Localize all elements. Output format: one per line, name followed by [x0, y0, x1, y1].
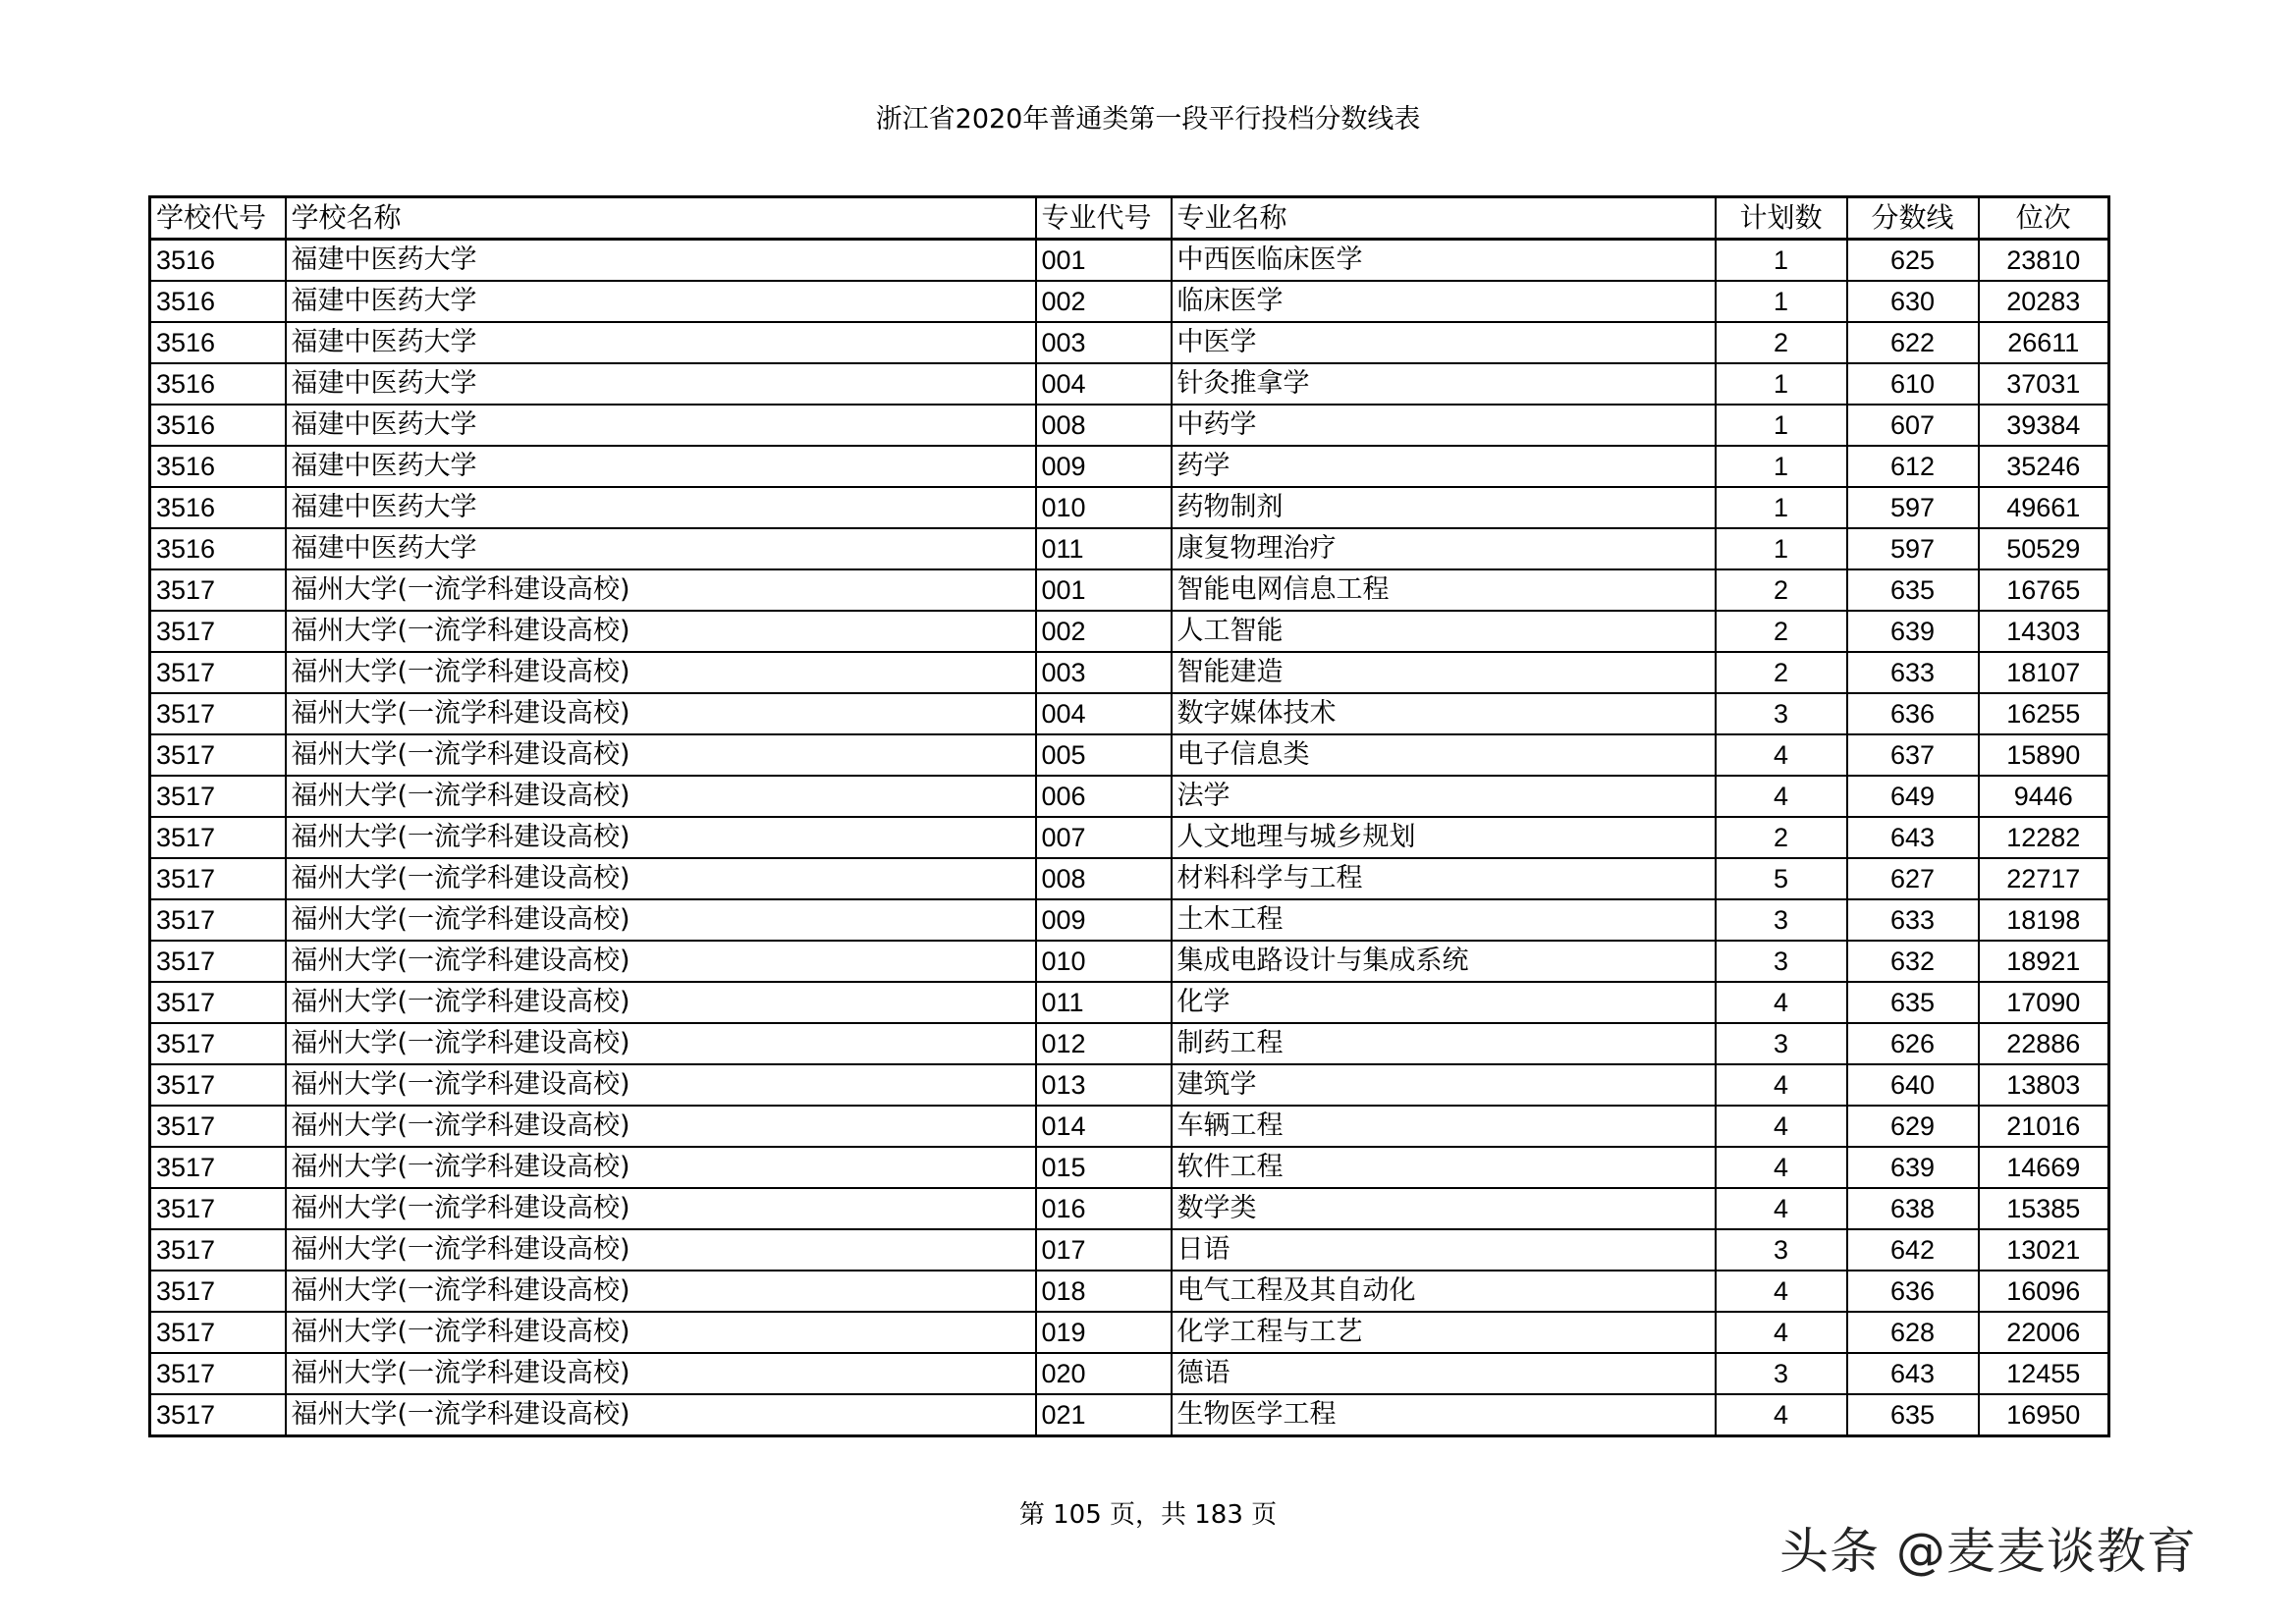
- cell-school-code: 3516: [150, 405, 286, 446]
- cell-school-name: 福州大学(一流学科建设高校): [286, 1188, 1036, 1229]
- cell-school-name: 福州大学(一流学科建设高校): [286, 1064, 1036, 1106]
- table-row: [150, 611, 2109, 652]
- cell-major-code: 013: [1036, 1064, 1172, 1106]
- table-header-row: [150, 197, 2109, 240]
- cell-school-name: 福州大学(一流学科建设高校): [286, 569, 1036, 611]
- cell-rank: 14669: [1979, 1147, 2109, 1188]
- cell-major-code: 002: [1036, 611, 1172, 652]
- cell-rank: 20283: [1979, 281, 2109, 322]
- cell-score: 642: [1847, 1229, 1979, 1271]
- cell-major-name: 中西医临床医学: [1172, 240, 1716, 282]
- cell-school-name: 福州大学(一流学科建设高校): [286, 858, 1036, 899]
- cell-score: 633: [1847, 652, 1979, 693]
- cell-rank: 22717: [1979, 858, 2109, 899]
- header-rank: 位次: [1979, 197, 2109, 240]
- page-title: 浙江省2020年普通类第一段平行投档分数线表: [875, 104, 1421, 135]
- cell-school-code: 3517: [150, 611, 286, 652]
- cell-school-code: 3517: [150, 693, 286, 734]
- table-row: [150, 1188, 2109, 1229]
- cell-major-name: 化学: [1172, 982, 1716, 1023]
- cell-major-code: 011: [1036, 528, 1172, 569]
- cell-rank: 23810: [1979, 240, 2109, 282]
- header-school-code: 学校代号: [150, 197, 286, 240]
- cell-rank: 17090: [1979, 982, 2109, 1023]
- cell-score: 635: [1847, 569, 1979, 611]
- cell-plan: 1: [1716, 446, 1847, 487]
- cell-major-code: 010: [1036, 487, 1172, 528]
- cell-major-code: 002: [1036, 281, 1172, 322]
- cell-school-name: 福建中医药大学: [286, 363, 1036, 405]
- cell-plan: 1: [1716, 528, 1847, 569]
- cell-rank: 18198: [1979, 899, 2109, 941]
- cell-plan: 2: [1716, 611, 1847, 652]
- cell-major-name: 日语: [1172, 1229, 1716, 1271]
- cell-major-code: 019: [1036, 1312, 1172, 1353]
- cell-major-code: 016: [1036, 1188, 1172, 1229]
- cell-school-name: 福州大学(一流学科建设高校): [286, 1271, 1036, 1312]
- cell-school-name: 福建中医药大学: [286, 240, 1036, 282]
- cell-major-name: 药学: [1172, 446, 1716, 487]
- cell-rank: 16950: [1979, 1394, 2109, 1436]
- cell-school-name: 福州大学(一流学科建设高校): [286, 734, 1036, 776]
- cell-school-name: 福州大学(一流学科建设高校): [286, 693, 1036, 734]
- cell-school-code: 3517: [150, 1188, 286, 1229]
- cell-score: 625: [1847, 240, 1979, 282]
- cell-school-name: 福州大学(一流学科建设高校): [286, 1353, 1036, 1394]
- cell-score: 622: [1847, 322, 1979, 363]
- cell-rank: 21016: [1979, 1106, 2109, 1147]
- cell-school-code: 3517: [150, 1106, 286, 1147]
- cell-major-code: 001: [1036, 240, 1172, 282]
- cell-rank: 13021: [1979, 1229, 2109, 1271]
- cell-rank: 9446: [1979, 776, 2109, 817]
- cell-plan: 2: [1716, 569, 1847, 611]
- cell-school-name: 福州大学(一流学科建设高校): [286, 1312, 1036, 1353]
- table-row: [150, 776, 2109, 817]
- table-row: [150, 446, 2109, 487]
- cell-major-name: 车辆工程: [1172, 1106, 1716, 1147]
- cell-rank: 39384: [1979, 405, 2109, 446]
- header-school-name: 学校名称: [286, 197, 1036, 240]
- cell-major-name: 电气工程及其自动化: [1172, 1271, 1716, 1312]
- table-row: [150, 240, 2109, 282]
- cell-major-name: 电子信息类: [1172, 734, 1716, 776]
- cell-major-code: 007: [1036, 817, 1172, 858]
- cell-plan: 2: [1716, 322, 1847, 363]
- cell-rank: 15385: [1979, 1188, 2109, 1229]
- cell-school-code: 3517: [150, 776, 286, 817]
- cell-major-code: 003: [1036, 322, 1172, 363]
- cell-score: 636: [1847, 1271, 1979, 1312]
- cell-score: 633: [1847, 899, 1979, 941]
- table-row: [150, 817, 2109, 858]
- cell-school-name: 福建中医药大学: [286, 487, 1036, 528]
- score-table: [148, 195, 2110, 1437]
- cell-major-name: 中医学: [1172, 322, 1716, 363]
- cell-score: 628: [1847, 1312, 1979, 1353]
- cell-major-code: 010: [1036, 941, 1172, 982]
- cell-plan: 3: [1716, 1353, 1847, 1394]
- cell-score: 639: [1847, 611, 1979, 652]
- cell-plan: 5: [1716, 858, 1847, 899]
- cell-school-name: 福州大学(一流学科建设高校): [286, 899, 1036, 941]
- cell-school-name: 福州大学(一流学科建设高校): [286, 1023, 1036, 1064]
- table-row: [150, 1353, 2109, 1394]
- header-major-name: 专业名称: [1172, 197, 1716, 240]
- cell-score: 635: [1847, 1394, 1979, 1436]
- cell-score: 632: [1847, 941, 1979, 982]
- cell-major-code: 018: [1036, 1271, 1172, 1312]
- cell-major-name: 药物制剂: [1172, 487, 1716, 528]
- cell-score: 630: [1847, 281, 1979, 322]
- table-row: [150, 941, 2109, 982]
- table-row: [150, 569, 2109, 611]
- cell-score: 640: [1847, 1064, 1979, 1106]
- cell-school-code: 3516: [150, 363, 286, 405]
- header-score: 分数线: [1847, 197, 1979, 240]
- cell-major-name: 软件工程: [1172, 1147, 1716, 1188]
- table-row: [150, 1023, 2109, 1064]
- cell-rank: 22006: [1979, 1312, 2109, 1353]
- table-row: [150, 1064, 2109, 1106]
- cell-major-name: 材料科学与工程: [1172, 858, 1716, 899]
- cell-plan: 2: [1716, 817, 1847, 858]
- table-row: [150, 982, 2109, 1023]
- cell-rank: 16096: [1979, 1271, 2109, 1312]
- cell-major-name: 智能建造: [1172, 652, 1716, 693]
- cell-plan: 4: [1716, 982, 1847, 1023]
- cell-major-code: 008: [1036, 858, 1172, 899]
- cell-school-code: 3517: [150, 817, 286, 858]
- cell-score: 638: [1847, 1188, 1979, 1229]
- cell-score: 607: [1847, 405, 1979, 446]
- cell-plan: 4: [1716, 1147, 1847, 1188]
- cell-school-code: 3516: [150, 446, 286, 487]
- cell-major-code: 001: [1036, 569, 1172, 611]
- cell-major-name: 德语: [1172, 1353, 1716, 1394]
- cell-school-code: 3517: [150, 652, 286, 693]
- cell-major-code: 009: [1036, 899, 1172, 941]
- table-row: [150, 487, 2109, 528]
- cell-school-code: 3517: [150, 1023, 286, 1064]
- cell-score: 643: [1847, 1353, 1979, 1394]
- cell-major-code: 009: [1036, 446, 1172, 487]
- cell-rank: 18921: [1979, 941, 2109, 982]
- cell-rank: 50529: [1979, 528, 2109, 569]
- cell-major-name: 数字媒体技术: [1172, 693, 1716, 734]
- cell-school-code: 3517: [150, 858, 286, 899]
- table-row: [150, 1394, 2109, 1436]
- cell-rank: 12282: [1979, 817, 2109, 858]
- cell-major-name: 建筑学: [1172, 1064, 1716, 1106]
- cell-major-code: 017: [1036, 1229, 1172, 1271]
- cell-school-name: 福州大学(一流学科建设高校): [286, 1106, 1036, 1147]
- cell-plan: 4: [1716, 1188, 1847, 1229]
- cell-plan: 1: [1716, 405, 1847, 446]
- cell-major-code: 021: [1036, 1394, 1172, 1436]
- cell-school-code: 3517: [150, 1229, 286, 1271]
- cell-score: 639: [1847, 1147, 1979, 1188]
- cell-major-code: 003: [1036, 652, 1172, 693]
- cell-school-code: 3517: [150, 1353, 286, 1394]
- cell-major-name: 中药学: [1172, 405, 1716, 446]
- cell-rank: 49661: [1979, 487, 2109, 528]
- cell-school-name: 福州大学(一流学科建设高校): [286, 611, 1036, 652]
- cell-plan: 3: [1716, 1023, 1847, 1064]
- cell-school-code: 3517: [150, 1271, 286, 1312]
- cell-plan: 1: [1716, 281, 1847, 322]
- cell-rank: 15890: [1979, 734, 2109, 776]
- cell-major-name: 人文地理与城乡规划: [1172, 817, 1716, 858]
- cell-school-name: 福州大学(一流学科建设高校): [286, 776, 1036, 817]
- cell-rank: 37031: [1979, 363, 2109, 405]
- cell-major-code: 005: [1036, 734, 1172, 776]
- cell-score: 597: [1847, 487, 1979, 528]
- cell-score: 612: [1847, 446, 1979, 487]
- cell-score: 610: [1847, 363, 1979, 405]
- cell-school-code: 3516: [150, 487, 286, 528]
- cell-major-name: 集成电路设计与集成系统: [1172, 941, 1716, 982]
- cell-score: 637: [1847, 734, 1979, 776]
- cell-rank: 14303: [1979, 611, 2109, 652]
- cell-school-name: 福建中医药大学: [286, 281, 1036, 322]
- cell-plan: 3: [1716, 899, 1847, 941]
- cell-major-code: 004: [1036, 363, 1172, 405]
- cell-plan: 4: [1716, 1064, 1847, 1106]
- cell-major-code: 006: [1036, 776, 1172, 817]
- cell-major-code: 011: [1036, 982, 1172, 1023]
- cell-major-name: 人工智能: [1172, 611, 1716, 652]
- cell-school-code: 3516: [150, 240, 286, 282]
- table-row: [150, 363, 2109, 405]
- cell-major-code: 020: [1036, 1353, 1172, 1394]
- table-row: [150, 1312, 2109, 1353]
- cell-rank: 35246: [1979, 446, 2109, 487]
- cell-school-code: 3517: [150, 941, 286, 982]
- cell-major-code: 014: [1036, 1106, 1172, 1147]
- cell-school-code: 3517: [150, 982, 286, 1023]
- cell-plan: 1: [1716, 240, 1847, 282]
- table-row: [150, 734, 2109, 776]
- table-row: [150, 899, 2109, 941]
- cell-school-code: 3516: [150, 528, 286, 569]
- cell-school-code: 3516: [150, 322, 286, 363]
- cell-school-code: 3516: [150, 281, 286, 322]
- cell-score: 626: [1847, 1023, 1979, 1064]
- cell-school-code: 3517: [150, 569, 286, 611]
- cell-plan: 1: [1716, 363, 1847, 405]
- header-plan: 计划数: [1716, 197, 1847, 240]
- cell-school-code: 3517: [150, 1147, 286, 1188]
- cell-rank: 16765: [1979, 569, 2109, 611]
- cell-score: 597: [1847, 528, 1979, 569]
- cell-score: 643: [1847, 817, 1979, 858]
- table-row: [150, 1229, 2109, 1271]
- cell-major-name: 智能电网信息工程: [1172, 569, 1716, 611]
- cell-school-name: 福州大学(一流学科建设高校): [286, 652, 1036, 693]
- cell-plan: 4: [1716, 1312, 1847, 1353]
- cell-school-code: 3517: [150, 899, 286, 941]
- watermark: 头条 @麦麦谈教育: [1779, 1523, 2197, 1580]
- cell-major-name: 数学类: [1172, 1188, 1716, 1229]
- cell-plan: 2: [1716, 652, 1847, 693]
- table-row: [150, 652, 2109, 693]
- table-body: [150, 240, 2109, 1436]
- table-row: [150, 1147, 2109, 1188]
- cell-major-name: 法学: [1172, 776, 1716, 817]
- table-row: [150, 405, 2109, 446]
- cell-major-code: 008: [1036, 405, 1172, 446]
- cell-score: 629: [1847, 1106, 1979, 1147]
- cell-major-code: 012: [1036, 1023, 1172, 1064]
- cell-plan: 4: [1716, 1106, 1847, 1147]
- cell-school-code: 3517: [150, 1312, 286, 1353]
- cell-score: 636: [1847, 693, 1979, 734]
- cell-major-name: 制药工程: [1172, 1023, 1716, 1064]
- cell-school-name: 福州大学(一流学科建设高校): [286, 1229, 1036, 1271]
- cell-plan: 4: [1716, 734, 1847, 776]
- header-major-code: 专业代号: [1036, 197, 1172, 240]
- cell-major-name: 土木工程: [1172, 899, 1716, 941]
- cell-plan: 3: [1716, 693, 1847, 734]
- table-row: [150, 858, 2109, 899]
- cell-rank: 18107: [1979, 652, 2109, 693]
- table-row: [150, 1271, 2109, 1312]
- cell-rank: 12455: [1979, 1353, 2109, 1394]
- cell-school-name: 福州大学(一流学科建设高校): [286, 982, 1036, 1023]
- table-row: [150, 1106, 2109, 1147]
- cell-major-code: 004: [1036, 693, 1172, 734]
- cell-school-name: 福州大学(一流学科建设高校): [286, 941, 1036, 982]
- cell-school-name: 福建中医药大学: [286, 322, 1036, 363]
- table-row: [150, 281, 2109, 322]
- table-row: [150, 693, 2109, 734]
- cell-school-name: 福建中医药大学: [286, 528, 1036, 569]
- cell-plan: 4: [1716, 1394, 1847, 1436]
- cell-major-code: 015: [1036, 1147, 1172, 1188]
- page-number: 第 105 页，共 183 页: [1018, 1500, 1278, 1530]
- cell-school-code: 3517: [150, 1394, 286, 1436]
- cell-major-name: 康复物理治疗: [1172, 528, 1716, 569]
- cell-rank: 16255: [1979, 693, 2109, 734]
- cell-plan: 1: [1716, 487, 1847, 528]
- cell-rank: 26611: [1979, 322, 2109, 363]
- cell-plan: 3: [1716, 1229, 1847, 1271]
- cell-major-name: 化学工程与工艺: [1172, 1312, 1716, 1353]
- cell-plan: 4: [1716, 1271, 1847, 1312]
- cell-school-name: 福建中医药大学: [286, 405, 1036, 446]
- cell-rank: 22886: [1979, 1023, 2109, 1064]
- cell-rank: 13803: [1979, 1064, 2109, 1106]
- table-row: [150, 322, 2109, 363]
- cell-school-name: 福州大学(一流学科建设高校): [286, 817, 1036, 858]
- cell-plan: 4: [1716, 776, 1847, 817]
- cell-school-name: 福州大学(一流学科建设高校): [286, 1147, 1036, 1188]
- cell-score: 627: [1847, 858, 1979, 899]
- cell-school-name: 福建中医药大学: [286, 446, 1036, 487]
- cell-score: 649: [1847, 776, 1979, 817]
- cell-school-name: 福州大学(一流学科建设高校): [286, 1394, 1036, 1436]
- cell-school-code: 3517: [150, 1064, 286, 1106]
- cell-school-code: 3517: [150, 734, 286, 776]
- cell-major-name: 针灸推拿学: [1172, 363, 1716, 405]
- cell-score: 635: [1847, 982, 1979, 1023]
- cell-major-name: 临床医学: [1172, 281, 1716, 322]
- cell-plan: 3: [1716, 941, 1847, 982]
- table-row: [150, 528, 2109, 569]
- cell-major-name: 生物医学工程: [1172, 1394, 1716, 1436]
